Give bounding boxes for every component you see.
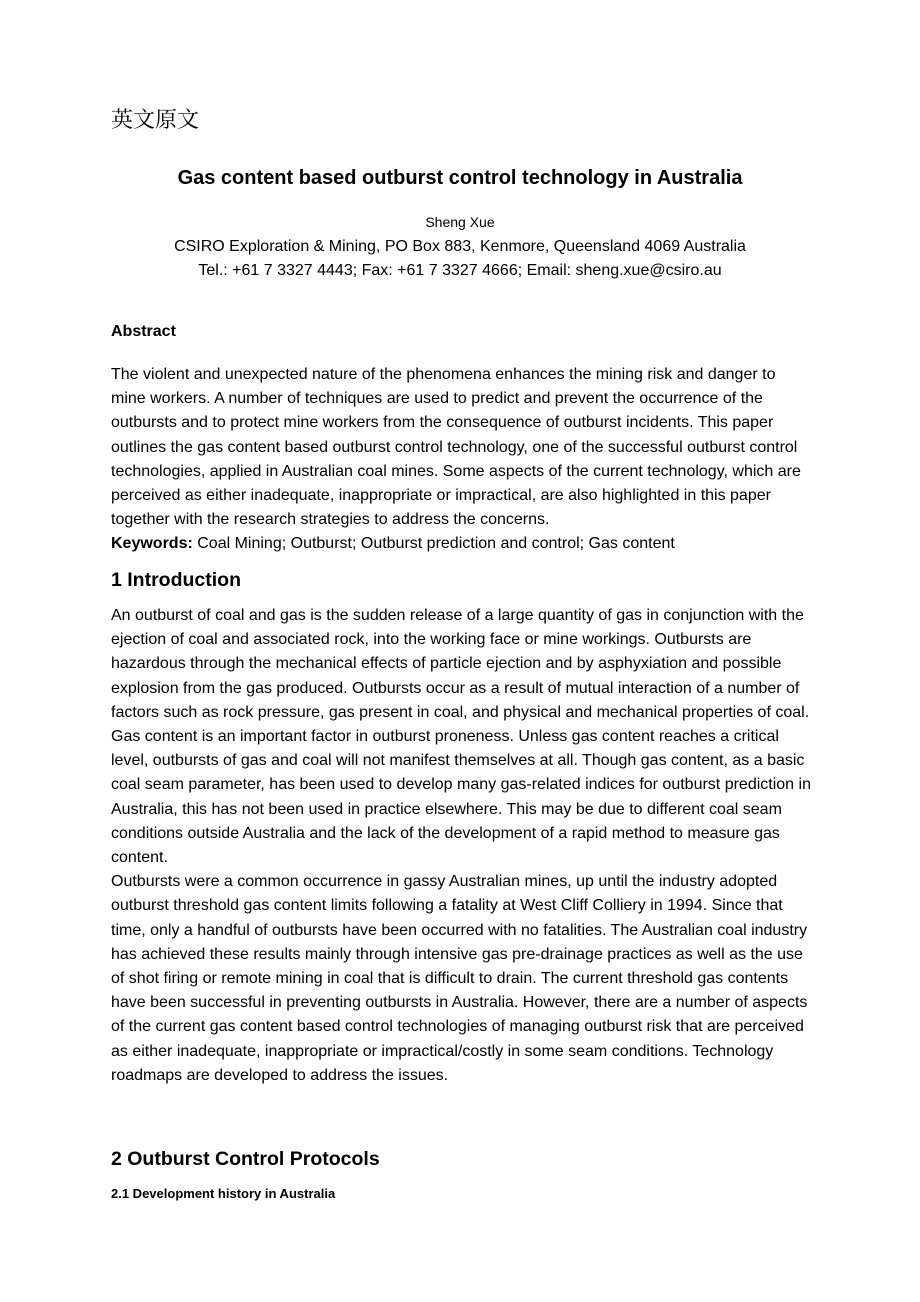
contact-info: Tel.: +61 7 3327 4443; Fax: +61 7 3327 4666; Email: sheng.xue@csiro.au [198,262,722,279]
paragraph: Outbursts were a common occurrence in gassy Australian mines, up until the industry adopted outburst threshold gas content limits following a fatality at West Cliff Colliery in 1994. Since that time, only a handful of outbursts have been occurred with no fatalities. The Australian coal industry has achieved these results mainly through intensive gas pre-drainage practices as well as the use of shot firing or remote mining in coal that is difficult to drain. The current threshold gas contents have been successful in preventing outbursts in Australia. However, there are a number of aspects of the current gas content based control technologies of managing outburst risk that are perceived as either inadequate, inappropriate or impractical/costly in some seam conditions. Technology roadmaps are developed to address the issues. [111,873,808,1084]
abstract-body [111,363,811,557]
abstract-text: The violent and unexpected nature of the phenomena enhances the mining risk and danger to mine workers. A number of techniques are used to predict and prevent the occurrence of the outbursts and to protect mine workers from the consequence of outburst incidents. This paper outlines the gas content based outburst control technology, one of the successful outburst control technologies, applied in Australian coal mines. Some aspects of the current technology, which are perceived as either inadequate, inappropriate or impractical, are also highlighted in this paper together with the research strategies to address the concerns. [111,366,801,529]
section-heading-introduction: 1 Introduction [111,569,241,591]
introduction-body [111,604,811,1088]
keywords-text: Coal Mining; Outburst; Outburst prediction and control; Gas content [192,535,675,553]
paragraph: An outburst of coal and gas is the sudden release of a large quantity of gas in conjunction with the ejection of coal and associated rock, into the working face or mine workings. Outbursts are hazardous through the mechanical effects of particle ejection and by asphyxiation and possible explosion from the gas produced. Outbursts occur as a result of mutual interaction of a number of factors such as rock pressure, gas present in coal, and physical and mechanical properties of coal. [111,607,810,721]
paragraph: Gas content is an important factor in outburst proneness. Unless gas content reaches a critical level, outbursts of gas and coal will not manifest themselves at all. Though gas content, as a basic coal seam parameter, has been used to develop many gas-related indices for outburst prediction in Australia, this has not been used in practice elsewhere. This may be due to different coal seam conditions outside Australia and the lack of the development of a rapid method to measure gas content. [111,728,811,867]
affiliation: CSIRO Exploration & Mining, PO Box 883, Kenmore, Queensland 4069 Australia [174,238,746,255]
paper-title: Gas content based outburst control technology in Australia [177,167,743,189]
keywords-label: Keywords: [111,535,193,553]
chinese-heading: 英文原文 [111,108,200,133]
section-heading-outburst-control: 2 Outburst Control Protocols [111,1148,380,1170]
abstract-label: Abstract [111,323,176,340]
keywords-line [111,532,811,556]
subsection-heading: 2.1 Development history in Australia [111,1186,336,1201]
author-name: Sheng Xue [425,214,495,230]
